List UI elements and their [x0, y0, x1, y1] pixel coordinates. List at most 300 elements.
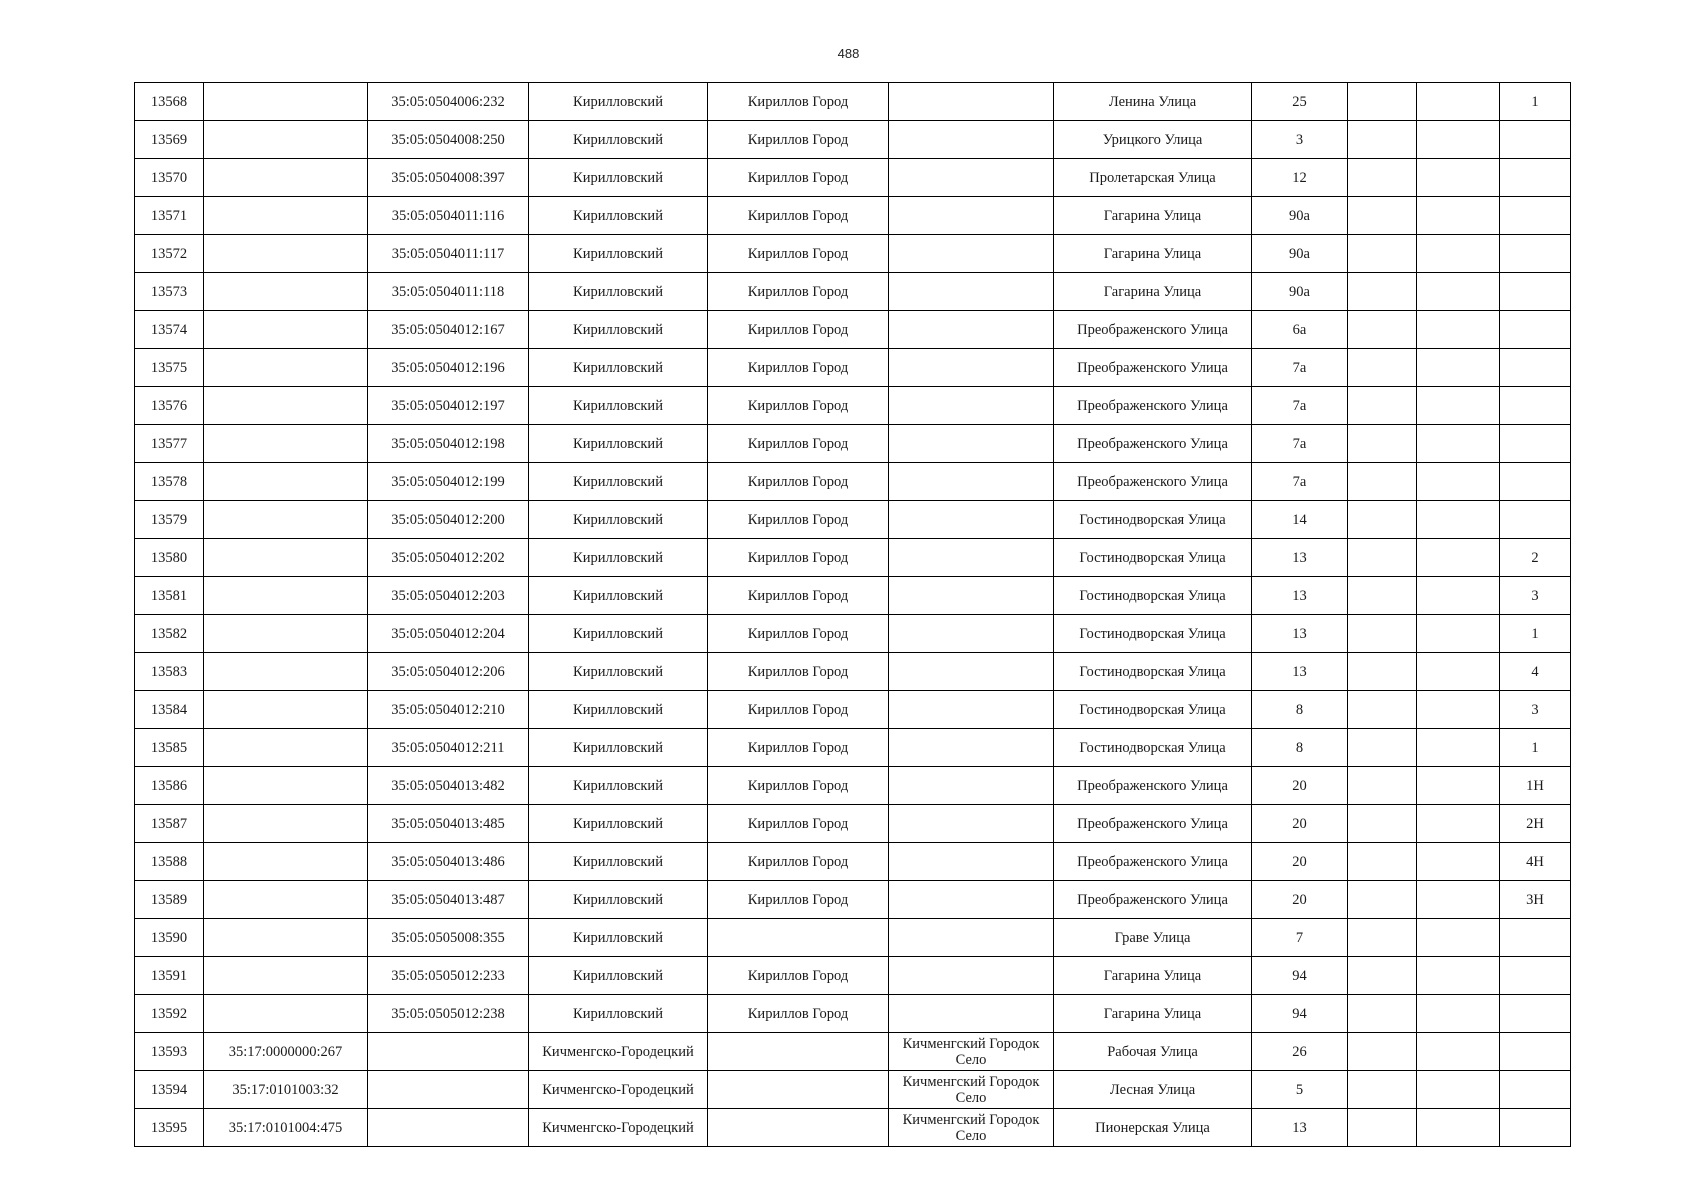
cell-id: 13589 — [135, 881, 204, 919]
cell-city: Кириллов Город — [708, 843, 889, 881]
cell-apt — [1500, 311, 1571, 349]
cell-id: 13577 — [135, 425, 204, 463]
cell-street: Гостинодворская Улица — [1054, 577, 1252, 615]
cell-house: 6а — [1252, 311, 1348, 349]
cell-block — [1417, 501, 1500, 539]
cell-district: Кирилловский — [529, 615, 708, 653]
cell-cad: 35:05:0505012:238 — [368, 995, 529, 1033]
cell-block — [1417, 881, 1500, 919]
cell-street: Преображенского Улица — [1054, 881, 1252, 919]
cell-city: Кириллов Город — [708, 805, 889, 843]
cell-city: Кириллов Город — [708, 577, 889, 615]
cell-district: Кирилловский — [529, 425, 708, 463]
cell-street: Преображенского Улица — [1054, 805, 1252, 843]
cell-apt — [1500, 425, 1571, 463]
cell-cad: 35:05:0504012:203 — [368, 577, 529, 615]
table-row — [135, 349, 1571, 387]
cell-apt — [1500, 387, 1571, 425]
cell-apt — [1500, 349, 1571, 387]
cell-block — [1417, 995, 1500, 1033]
cell-street: Преображенского Улица — [1054, 387, 1252, 425]
cell-settlement — [889, 235, 1054, 273]
cell-id: 13571 — [135, 197, 204, 235]
cell-cad: 35:05:0504012:206 — [368, 653, 529, 691]
cell-apt — [1500, 121, 1571, 159]
cell-cad-old — [204, 425, 368, 463]
cell-settlement — [889, 805, 1054, 843]
cell-id: 13594 — [135, 1071, 204, 1109]
cell-settlement — [889, 919, 1054, 957]
cell-district: Кирилловский — [529, 919, 708, 957]
cell-settlement — [889, 995, 1054, 1033]
table-row — [135, 615, 1571, 653]
cell-building — [1348, 501, 1417, 539]
cell-street: Урицкого Улица — [1054, 121, 1252, 159]
cell-house: 90а — [1252, 197, 1348, 235]
cell-house: 20 — [1252, 767, 1348, 805]
table-row — [135, 729, 1571, 767]
cell-block — [1417, 387, 1500, 425]
cell-city — [708, 1033, 889, 1071]
cell-block — [1417, 83, 1500, 121]
cell-id: 13587 — [135, 805, 204, 843]
cell-settlement — [889, 197, 1054, 235]
table-row — [135, 1109, 1571, 1147]
cell-cad-old — [204, 577, 368, 615]
cell-house: 8 — [1252, 729, 1348, 767]
cell-house: 13 — [1252, 539, 1348, 577]
cell-house: 25 — [1252, 83, 1348, 121]
cell-house: 90а — [1252, 235, 1348, 273]
cell-block — [1417, 197, 1500, 235]
cell-street: Ленина Улица — [1054, 83, 1252, 121]
table-body — [135, 83, 1571, 1147]
cell-building — [1348, 387, 1417, 425]
cell-apt: 3Н — [1500, 881, 1571, 919]
cell-house: 7а — [1252, 349, 1348, 387]
cell-city: Кириллов Город — [708, 235, 889, 273]
cell-settlement — [889, 843, 1054, 881]
cell-street: Граве Улица — [1054, 919, 1252, 957]
cell-settlement — [889, 425, 1054, 463]
cell-house: 5 — [1252, 1071, 1348, 1109]
cell-apt: 1Н — [1500, 767, 1571, 805]
cell-apt — [1500, 273, 1571, 311]
cell-house: 94 — [1252, 957, 1348, 995]
cell-id: 13585 — [135, 729, 204, 767]
cell-cad: 35:05:0504013:487 — [368, 881, 529, 919]
cell-settlement — [889, 539, 1054, 577]
cell-house: 3 — [1252, 121, 1348, 159]
cell-apt: 1 — [1500, 729, 1571, 767]
cell-cad-old — [204, 653, 368, 691]
cell-cad-old — [204, 235, 368, 273]
cell-settlement — [889, 159, 1054, 197]
cell-city: Кириллов Город — [708, 881, 889, 919]
cell-building — [1348, 577, 1417, 615]
cell-id: 13583 — [135, 653, 204, 691]
cell-building — [1348, 881, 1417, 919]
cell-id: 13582 — [135, 615, 204, 653]
cell-cad-old — [204, 273, 368, 311]
cell-apt: 3 — [1500, 691, 1571, 729]
cell-settlement — [889, 463, 1054, 501]
cell-cad: 35:05:0504012:202 — [368, 539, 529, 577]
table-row — [135, 463, 1571, 501]
cell-block — [1417, 121, 1500, 159]
cell-house: 7а — [1252, 463, 1348, 501]
cell-city — [708, 1109, 889, 1147]
cell-block — [1417, 349, 1500, 387]
cell-city: Кириллов Город — [708, 767, 889, 805]
cell-cad: 35:05:0504012:199 — [368, 463, 529, 501]
cell-apt: 4 — [1500, 653, 1571, 691]
table-row — [135, 653, 1571, 691]
cell-house: 7а — [1252, 425, 1348, 463]
cell-city: Кириллов Город — [708, 501, 889, 539]
cell-cad-old — [204, 349, 368, 387]
cell-street: Пионерская Улица — [1054, 1109, 1252, 1147]
cell-district: Кирилловский — [529, 387, 708, 425]
cell-apt: 2 — [1500, 539, 1571, 577]
cell-settlement — [889, 577, 1054, 615]
cell-street: Преображенского Улица — [1054, 349, 1252, 387]
cell-street: Гостинодворская Улица — [1054, 729, 1252, 767]
cell-district: Кирилловский — [529, 729, 708, 767]
cell-apt — [1500, 501, 1571, 539]
cell-building — [1348, 767, 1417, 805]
cell-building — [1348, 197, 1417, 235]
cell-id: 13572 — [135, 235, 204, 273]
cell-settlement — [889, 311, 1054, 349]
cell-house: 7а — [1252, 387, 1348, 425]
cell-district: Кирилловский — [529, 843, 708, 881]
cell-district: Кирилловский — [529, 539, 708, 577]
cell-building — [1348, 425, 1417, 463]
cell-city — [708, 1071, 889, 1109]
cell-block — [1417, 805, 1500, 843]
cell-cad: 35:05:0504013:485 — [368, 805, 529, 843]
cell-block — [1417, 1071, 1500, 1109]
cell-cad: 35:05:0505008:355 — [368, 919, 529, 957]
cell-apt — [1500, 463, 1571, 501]
table-row — [135, 159, 1571, 197]
table-row — [135, 121, 1571, 159]
cell-house: 20 — [1252, 843, 1348, 881]
cell-apt — [1500, 957, 1571, 995]
cell-block — [1417, 539, 1500, 577]
table-row — [135, 197, 1571, 235]
cell-house: 90а — [1252, 273, 1348, 311]
cell-building — [1348, 83, 1417, 121]
table-row — [135, 995, 1571, 1033]
cell-building — [1348, 729, 1417, 767]
cell-block — [1417, 957, 1500, 995]
cell-street: Преображенского Улица — [1054, 767, 1252, 805]
cell-cad: 35:05:0504012:211 — [368, 729, 529, 767]
cell-block — [1417, 1033, 1500, 1071]
cell-id: 13584 — [135, 691, 204, 729]
cell-city: Кириллов Город — [708, 83, 889, 121]
cell-cad: 35:05:0504012:198 — [368, 425, 529, 463]
cell-id: 13593 — [135, 1033, 204, 1071]
table-row — [135, 273, 1571, 311]
cell-settlement — [889, 273, 1054, 311]
cell-cad-old — [204, 919, 368, 957]
cell-cad-old — [204, 767, 368, 805]
table-row — [135, 235, 1571, 273]
cell-city: Кириллов Город — [708, 463, 889, 501]
cell-street: Гагарина Улица — [1054, 995, 1252, 1033]
cell-street: Гостинодворская Улица — [1054, 615, 1252, 653]
cell-building — [1348, 995, 1417, 1033]
cell-id: 13581 — [135, 577, 204, 615]
cell-cad: 35:05:0504012:204 — [368, 615, 529, 653]
page-number: 488 — [837, 46, 860, 61]
cell-house: 20 — [1252, 881, 1348, 919]
cell-district: Кирилловский — [529, 653, 708, 691]
cell-cad-old — [204, 539, 368, 577]
cell-apt — [1500, 919, 1571, 957]
cell-district: Кирилловский — [529, 577, 708, 615]
cell-city — [708, 919, 889, 957]
cell-building — [1348, 159, 1417, 197]
cell-cad-old — [204, 463, 368, 501]
cell-cad — [368, 1109, 529, 1147]
cell-cad: 35:05:0504011:117 — [368, 235, 529, 273]
table-row — [135, 1071, 1571, 1109]
cell-house: 13 — [1252, 615, 1348, 653]
cell-id: 13591 — [135, 957, 204, 995]
cell-street: Преображенского Улица — [1054, 425, 1252, 463]
cell-district: Кичменгско-Городецкий — [529, 1109, 708, 1147]
cell-block — [1417, 615, 1500, 653]
cell-building — [1348, 653, 1417, 691]
cell-building — [1348, 843, 1417, 881]
cell-apt — [1500, 1071, 1571, 1109]
cell-cad: 35:05:0504012:167 — [368, 311, 529, 349]
cell-id: 13580 — [135, 539, 204, 577]
cell-settlement: Кичменгский Городок Село — [889, 1071, 1054, 1109]
cell-building — [1348, 805, 1417, 843]
table-row — [135, 805, 1571, 843]
cell-id: 13575 — [135, 349, 204, 387]
cell-house: 13 — [1252, 653, 1348, 691]
cell-id: 13569 — [135, 121, 204, 159]
cell-cad-old — [204, 843, 368, 881]
cell-apt: 4Н — [1500, 843, 1571, 881]
cell-settlement — [889, 691, 1054, 729]
cell-id: 13576 — [135, 387, 204, 425]
cell-block — [1417, 767, 1500, 805]
cell-house: 7 — [1252, 919, 1348, 957]
table-row — [135, 691, 1571, 729]
cell-city: Кириллов Город — [708, 539, 889, 577]
cell-city: Кириллов Город — [708, 387, 889, 425]
cell-cad-old — [204, 501, 368, 539]
cell-district: Кирилловский — [529, 121, 708, 159]
table-row — [135, 539, 1571, 577]
cell-id: 13579 — [135, 501, 204, 539]
cell-settlement — [889, 501, 1054, 539]
cell-building — [1348, 121, 1417, 159]
cell-city: Кириллов Город — [708, 957, 889, 995]
cell-apt: 3 — [1500, 577, 1571, 615]
table-row — [135, 957, 1571, 995]
cell-street: Гостинодворская Улица — [1054, 691, 1252, 729]
cell-apt — [1500, 159, 1571, 197]
cell-district: Кирилловский — [529, 805, 708, 843]
cell-block — [1417, 919, 1500, 957]
cell-block — [1417, 235, 1500, 273]
cell-district: Кичменгско-Городецкий — [529, 1071, 708, 1109]
cell-district: Кирилловский — [529, 957, 708, 995]
cell-district: Кирилловский — [529, 691, 708, 729]
table-row — [135, 83, 1571, 121]
cell-settlement — [889, 729, 1054, 767]
cell-building — [1348, 957, 1417, 995]
cell-cad: 35:05:0505012:233 — [368, 957, 529, 995]
cell-city: Кириллов Город — [708, 995, 889, 1033]
cell-block — [1417, 691, 1500, 729]
cell-settlement — [889, 881, 1054, 919]
cell-street: Гагарина Улица — [1054, 957, 1252, 995]
cell-settlement — [889, 121, 1054, 159]
cell-id: 13590 — [135, 919, 204, 957]
cell-block — [1417, 653, 1500, 691]
cell-district: Кирилловский — [529, 83, 708, 121]
cell-street: Рабочая Улица — [1054, 1033, 1252, 1071]
cell-building — [1348, 615, 1417, 653]
cell-settlement — [889, 653, 1054, 691]
cell-cad: 35:05:0504012:200 — [368, 501, 529, 539]
cell-building — [1348, 1071, 1417, 1109]
cell-cad-old — [204, 805, 368, 843]
cell-building — [1348, 539, 1417, 577]
cell-building — [1348, 273, 1417, 311]
cell-settlement: Кичменгский Городок Село — [889, 1109, 1054, 1147]
cell-block — [1417, 729, 1500, 767]
cell-house: 26 — [1252, 1033, 1348, 1071]
cell-id: 13588 — [135, 843, 204, 881]
table-row — [135, 387, 1571, 425]
cell-street: Пролетарская Улица — [1054, 159, 1252, 197]
cell-building — [1348, 349, 1417, 387]
cell-cad — [368, 1071, 529, 1109]
table-row — [135, 425, 1571, 463]
cell-city: Кириллов Город — [708, 311, 889, 349]
cell-cad: 35:05:0504006:232 — [368, 83, 529, 121]
cell-district: Кичменгско-Городецкий — [529, 1033, 708, 1071]
cell-cad: 35:05:0504012:196 — [368, 349, 529, 387]
cell-city: Кириллов Город — [708, 615, 889, 653]
cell-building — [1348, 1033, 1417, 1071]
cell-district: Кирилловский — [529, 767, 708, 805]
cell-district: Кирилловский — [529, 159, 708, 197]
cell-apt — [1500, 1033, 1571, 1071]
cell-apt — [1500, 995, 1571, 1033]
cell-house: 94 — [1252, 995, 1348, 1033]
cell-district: Кирилловский — [529, 349, 708, 387]
cell-street: Преображенского Улица — [1054, 463, 1252, 501]
cell-district: Кирилловский — [529, 501, 708, 539]
cell-city: Кириллов Город — [708, 121, 889, 159]
table-row — [135, 1033, 1571, 1071]
cell-settlement — [889, 83, 1054, 121]
cell-city: Кириллов Город — [708, 273, 889, 311]
cell-apt: 2Н — [1500, 805, 1571, 843]
cell-block — [1417, 843, 1500, 881]
cell-id: 13573 — [135, 273, 204, 311]
cell-block — [1417, 311, 1500, 349]
cell-building — [1348, 691, 1417, 729]
cell-id: 13592 — [135, 995, 204, 1033]
cell-cad-old — [204, 691, 368, 729]
cell-city: Кириллов Город — [708, 729, 889, 767]
cell-district: Кирилловский — [529, 463, 708, 501]
table-row — [135, 843, 1571, 881]
table-row — [135, 767, 1571, 805]
cell-street: Гостинодворская Улица — [1054, 539, 1252, 577]
cell-district: Кирилловский — [529, 197, 708, 235]
cell-district: Кирилловский — [529, 995, 708, 1033]
cell-city: Кириллов Город — [708, 349, 889, 387]
cell-house: 13 — [1252, 1109, 1348, 1147]
cell-id: 13568 — [135, 83, 204, 121]
cell-cad-old — [204, 311, 368, 349]
cell-id: 13578 — [135, 463, 204, 501]
cell-cad-old: 35:17:0101003:32 — [204, 1071, 368, 1109]
cell-cad: 35:05:0504013:482 — [368, 767, 529, 805]
cell-street: Гагарина Улица — [1054, 235, 1252, 273]
cell-city: Кириллов Город — [708, 425, 889, 463]
cell-id: 13595 — [135, 1109, 204, 1147]
cell-cad-old — [204, 729, 368, 767]
cell-cad-old — [204, 197, 368, 235]
cell-street: Гостинодворская Улица — [1054, 653, 1252, 691]
cell-id: 13574 — [135, 311, 204, 349]
cell-street: Преображенского Улица — [1054, 311, 1252, 349]
cell-id: 13586 — [135, 767, 204, 805]
cell-building — [1348, 463, 1417, 501]
cell-district: Кирилловский — [529, 311, 708, 349]
cell-settlement — [889, 349, 1054, 387]
cell-cad-old — [204, 121, 368, 159]
table-row — [135, 919, 1571, 957]
cell-block — [1417, 273, 1500, 311]
cell-street: Лесная Улица — [1054, 1071, 1252, 1109]
cell-district: Кирилловский — [529, 235, 708, 273]
cell-district: Кирилловский — [529, 273, 708, 311]
cell-block — [1417, 1109, 1500, 1147]
cell-cad-old — [204, 83, 368, 121]
cell-cad-old — [204, 615, 368, 653]
cell-block — [1417, 159, 1500, 197]
cell-city: Кириллов Город — [708, 159, 889, 197]
cell-street: Гостинодворская Улица — [1054, 501, 1252, 539]
cell-apt — [1500, 235, 1571, 273]
cell-house: 20 — [1252, 805, 1348, 843]
cell-settlement — [889, 387, 1054, 425]
cell-city: Кириллов Город — [708, 691, 889, 729]
cell-apt — [1500, 1109, 1571, 1147]
cell-cad-old — [204, 995, 368, 1033]
cell-cad-old: 35:17:0000000:267 — [204, 1033, 368, 1071]
cell-cad: 35:05:0504008:250 — [368, 121, 529, 159]
cell-building — [1348, 919, 1417, 957]
cell-block — [1417, 463, 1500, 501]
cell-cad-old — [204, 957, 368, 995]
